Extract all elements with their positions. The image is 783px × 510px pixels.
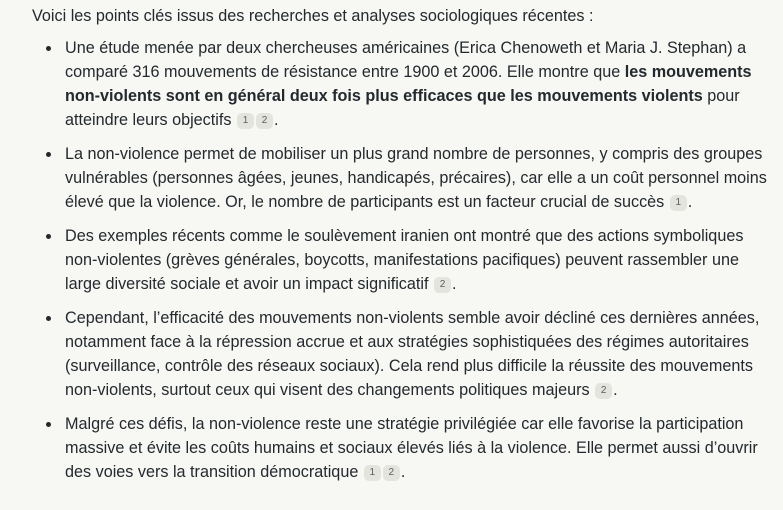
list-item bbox=[32, 142, 777, 214]
item-punct: . bbox=[451, 275, 457, 293]
item-text: pour atteindre leurs objectifs bbox=[65, 87, 740, 129]
citation-badge[interactable]: 2 bbox=[595, 383, 612, 399]
item-punct: . bbox=[400, 463, 406, 481]
item-text: La non-violence permet de mobiliser un plus grand nombre de personnes, y compris des groupes vulnérables (personnes âgées, jeunes, handicapés, précaires), car elle a un coût personnel moins élevé que la violence. Or, le nombre de participants est un facteur crucial de succès bbox=[65, 145, 767, 211]
item-text: Cependant, l’efficacité des mouvements non-violents semble avoir décliné ces dernières années, notamment face à la répression accrue et aux stratégies sophistiquées des régimes autoritaires (surveillance, contrôle des réseaux sociaux). Cela rend plus difficile la réussite des mouvements non-violents, surtout ceux qui visent des changements politiques majeurs bbox=[65, 309, 760, 399]
item-punct: . bbox=[273, 111, 279, 129]
item-punct: . bbox=[613, 381, 618, 399]
item-text: Malgré ces défis, la non-violence reste une stratégie privilégiée car elle favorise la participation massive et évite les coûts humains et sociaux élevés liés à la violence. Elle permet aussi d’ouvrir des voies vers la transition démocratique bbox=[65, 415, 758, 481]
list-item bbox=[32, 412, 777, 484]
intro-paragraph: Voici les points clés issus des recherches et analyses sociologiques récentes : bbox=[32, 7, 594, 25]
item-text: Des exemples récents comme le soulèvement iranien ont montré que des actions symboliques non-violentes (grèves générales, boycotts, manifestations pacifiques) peuvent rassembler une large diversité sociale et avoir un impact significatif bbox=[65, 227, 744, 293]
list-item bbox=[32, 36, 777, 132]
citation-badge[interactable]: 1 bbox=[670, 195, 687, 211]
citation-badge[interactable]: 1 bbox=[364, 465, 381, 481]
item-text: Une étude menée par deux chercheuses américaines (Erica Chenoweth et Maria J. Stephan) a comparé 316 mouvements de résistance entre 1900 et 2006. Elle montre que bbox=[65, 39, 747, 81]
key-points-list bbox=[32, 36, 777, 484]
item-bold-text: les mouvements non-violents sont en général deux fois plus efficaces que les mouvements violents bbox=[65, 63, 752, 105]
answer-content bbox=[32, 4, 777, 494]
list-item bbox=[32, 306, 777, 402]
citation-badge[interactable]: 2 bbox=[434, 277, 451, 293]
citation-badge[interactable]: 2 bbox=[383, 465, 400, 481]
citation-badge[interactable]: 2 bbox=[256, 113, 273, 129]
citation-badge[interactable]: 1 bbox=[237, 113, 254, 129]
item-punct: . bbox=[687, 193, 693, 211]
list-item bbox=[32, 224, 777, 296]
